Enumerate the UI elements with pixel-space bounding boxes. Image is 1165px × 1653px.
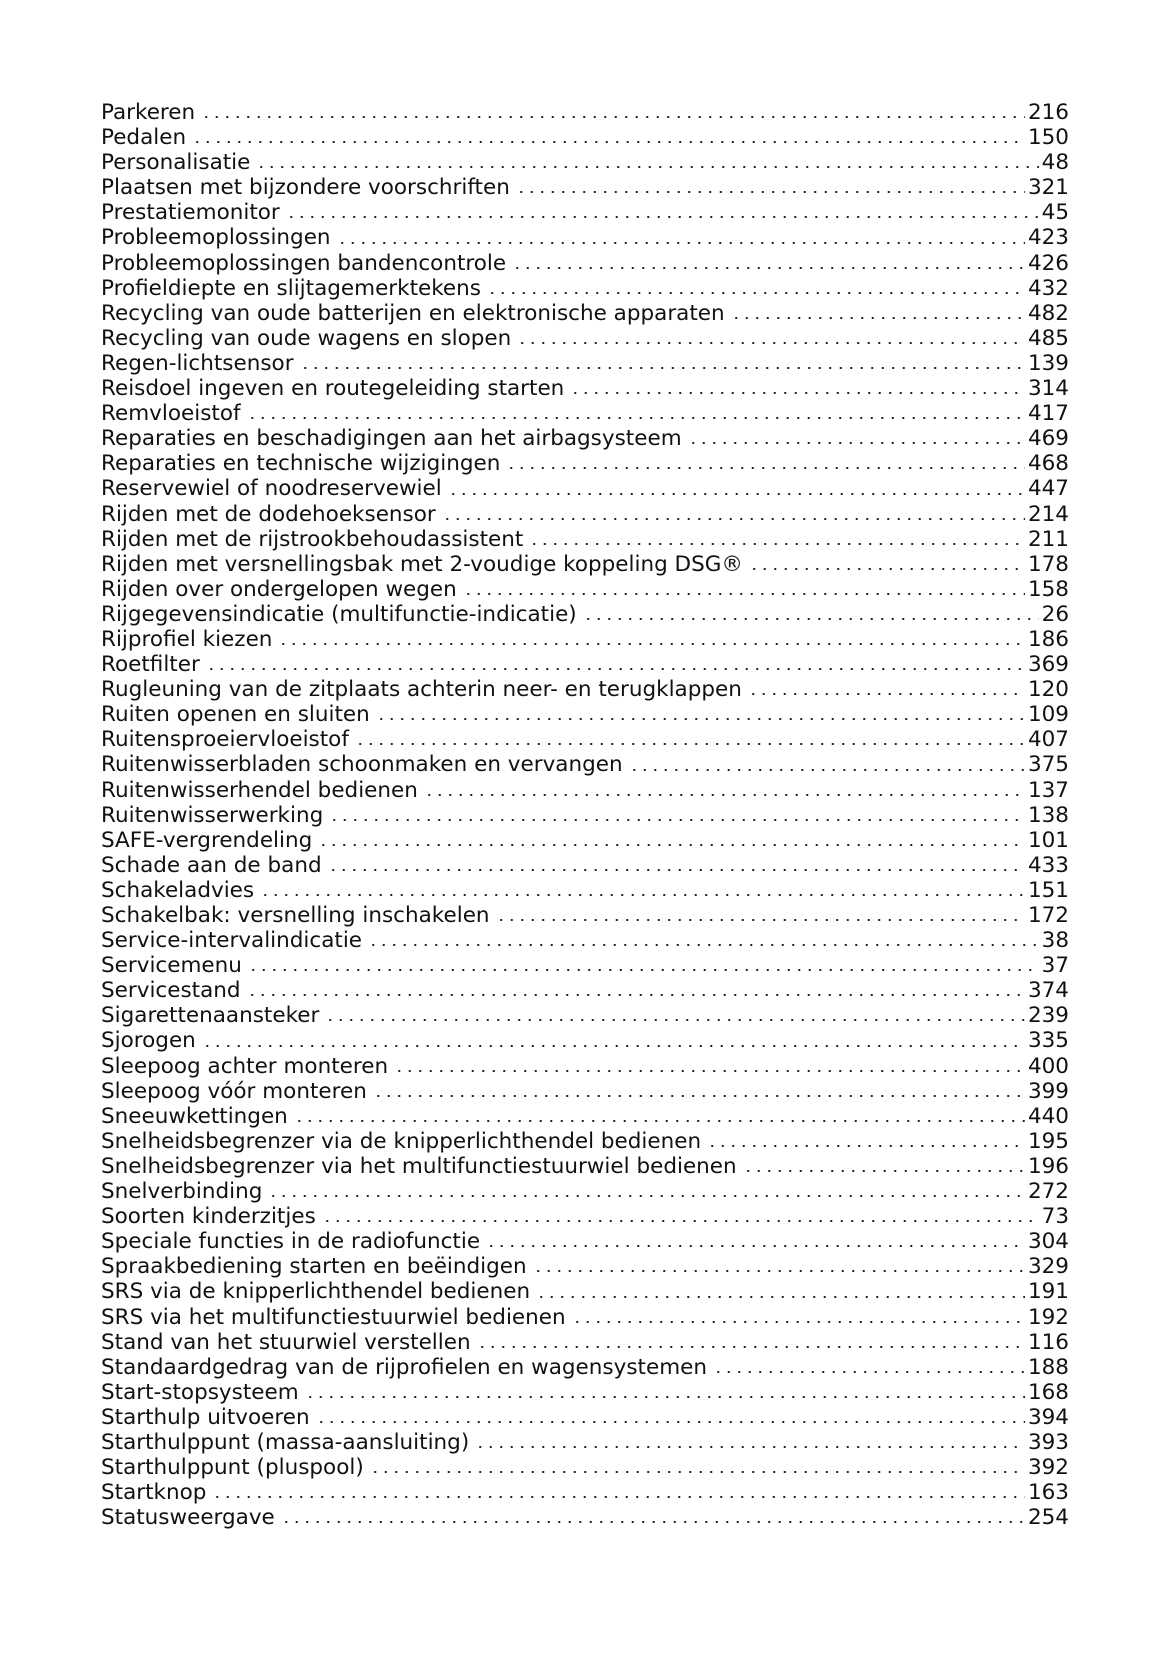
- index-entry: [101, 1079, 1069, 1104]
- dot-leader: [629, 769, 1025, 771]
- dot-leader: [337, 242, 1025, 244]
- dot-leader: [707, 1145, 1025, 1147]
- index-term: Rijden over ondergelopen wegen: [101, 576, 457, 602]
- index-entry: [101, 652, 1069, 677]
- index-term: Schade aan de band: [101, 852, 322, 878]
- dot-leader: [368, 944, 1039, 946]
- index-term: Probleemoplossingen bandencontrole: [101, 250, 507, 276]
- index-page-number: 394: [1027, 1404, 1069, 1430]
- index-term: Rugleuning van de zitplaats achterin neer- en terugklappen: [101, 677, 742, 703]
- index-page-number: 120: [1027, 677, 1069, 703]
- index-entry: [101, 778, 1069, 803]
- index-term: Soorten kinderzitjes: [101, 1204, 316, 1230]
- index-term: Servicestand: [101, 978, 241, 1004]
- index-term: Startknop: [101, 1480, 207, 1506]
- index-page-number: 188: [1027, 1354, 1069, 1380]
- index-term: Schakeladvies: [101, 877, 255, 903]
- index-entry: [101, 502, 1069, 527]
- index-page-number: 440: [1027, 1103, 1069, 1129]
- index-page-number: 45: [1041, 200, 1069, 226]
- dot-leader: [463, 593, 1025, 595]
- index-term: Rijden met versnellingsbak met 2-voudige koppeling DSG®: [101, 551, 743, 577]
- index-term: SRS via het multifunctiestuurwiel bedienen: [101, 1304, 566, 1330]
- dot-leader: [256, 166, 1038, 168]
- index-term: Rijprofiel kiezen: [101, 626, 273, 652]
- index-term: Starthulppunt (pluspool): [101, 1455, 364, 1481]
- index-page-number: 26: [1041, 601, 1069, 627]
- index-page-number: 375: [1027, 752, 1069, 778]
- index-page-number: 196: [1027, 1153, 1069, 1179]
- index-page-number: 139: [1027, 350, 1069, 376]
- index-term: Schakelbak: versnelling inschakelen: [101, 903, 490, 928]
- index-page-number: 374: [1027, 978, 1069, 1004]
- dot-leader: [424, 794, 1025, 796]
- index-term: Stand van het stuurwiel verstellen: [101, 1329, 471, 1355]
- index-page-number: 172: [1027, 903, 1069, 928]
- index-entry: [101, 602, 1069, 627]
- index-entry: [101, 552, 1069, 577]
- index-entry: [101, 702, 1069, 727]
- dot-leader: [328, 869, 1025, 871]
- index-page-number: 48: [1041, 150, 1069, 176]
- index-page-number: 186: [1027, 626, 1069, 652]
- dot-leader: [749, 568, 1025, 570]
- dot-leader: [394, 1070, 1025, 1072]
- index-entry: [101, 125, 1069, 150]
- index-page-number: 254: [1027, 1505, 1069, 1531]
- index-entry: [101, 1505, 1069, 1530]
- index-list: [101, 100, 1069, 1530]
- index-page-number: 214: [1027, 501, 1069, 527]
- dot-leader: [206, 668, 1025, 670]
- index-page-number: 211: [1027, 526, 1069, 552]
- index-entry: [101, 978, 1069, 1003]
- dot-leader: [192, 141, 1025, 143]
- dot-leader: [572, 1321, 1025, 1323]
- index-page-number: 335: [1027, 1028, 1069, 1054]
- index-page-number: 101: [1027, 827, 1069, 853]
- index-term: Reservewiel of noodreservewiel: [101, 476, 442, 502]
- dot-leader: [743, 1170, 1025, 1172]
- index-term: Snelverbinding: [101, 1179, 263, 1205]
- dot-leader: [512, 267, 1025, 269]
- index-page-number: 109: [1027, 702, 1069, 728]
- index-page-number: 407: [1027, 727, 1069, 753]
- dot-leader: [583, 618, 1039, 620]
- dot-leader: [373, 1095, 1025, 1097]
- index-term: Ruiten openen en sluiten: [101, 702, 370, 728]
- index-entry: [101, 1330, 1069, 1355]
- dot-leader: [202, 1045, 1025, 1047]
- index-term: Sjorogen: [101, 1028, 196, 1054]
- dot-leader: [260, 894, 1025, 896]
- index-term: Remvloeistof: [101, 401, 241, 427]
- index-entry: [101, 426, 1069, 451]
- dot-leader: [536, 1296, 1025, 1298]
- index-entry: [101, 752, 1069, 777]
- index-entry: [101, 326, 1069, 351]
- index-term: Sneeuwkettingen: [101, 1103, 288, 1129]
- dot-leader: [442, 518, 1025, 520]
- index-page-number: 150: [1027, 125, 1069, 151]
- index-page-number: 73: [1041, 1204, 1069, 1230]
- index-entry: [101, 577, 1069, 602]
- index-entry: [101, 401, 1069, 426]
- dot-leader: [329, 819, 1025, 821]
- index-page-number: 158: [1027, 576, 1069, 602]
- index-term: Reparaties en beschadigingen aan het airbagsysteem: [101, 426, 682, 452]
- index-page-number: 469: [1027, 426, 1069, 452]
- index-page-number: 37: [1041, 953, 1069, 979]
- index-entry: [101, 376, 1069, 401]
- index-page-number: 314: [1027, 376, 1069, 402]
- index-term: Prestatiemonitor: [101, 200, 280, 226]
- dot-leader: [212, 1496, 1025, 1498]
- dot-leader: [370, 1471, 1025, 1473]
- index-entry: [101, 828, 1069, 853]
- index-term: Personalisatie: [101, 150, 251, 176]
- dot-leader: [247, 994, 1025, 996]
- dot-leader: [316, 1421, 1025, 1423]
- index-page-number: 485: [1027, 325, 1069, 351]
- index-page-number: 468: [1027, 451, 1069, 477]
- index-term: SRS via de knipperlichthendel bedienen: [101, 1279, 531, 1305]
- dot-leader: [477, 1346, 1025, 1348]
- index-page-number: 433: [1027, 852, 1069, 878]
- dot-leader: [325, 1019, 1025, 1021]
- index-term: Rijgegevensindicatie (multifunctie-indicatie): [101, 601, 577, 627]
- index-entry: [101, 150, 1069, 175]
- index-entry: [101, 853, 1069, 878]
- index-term: Profieldiepte en slijtagemerktekens: [101, 275, 481, 301]
- index-entry: [101, 928, 1069, 953]
- index-page-number: 151: [1027, 877, 1069, 903]
- index-term: Ruitenwisserbladen schoonmaken en vervangen: [101, 752, 623, 778]
- index-entry: [101, 175, 1069, 200]
- index-entry: [101, 301, 1069, 326]
- index-term: SAFE-vergrendeling: [101, 827, 313, 853]
- index-term: Start-stopsysteem: [101, 1379, 299, 1405]
- index-term: Rijden met de dodehoeksensor: [101, 501, 436, 527]
- index-page-number: 392: [1027, 1455, 1069, 1481]
- dot-leader: [570, 392, 1025, 394]
- index-entry: [101, 1279, 1069, 1304]
- index-term: Servicemenu: [101, 953, 242, 979]
- index-page-number: 304: [1027, 1229, 1069, 1255]
- index-page-number: 447: [1027, 476, 1069, 502]
- dot-leader: [731, 317, 1025, 319]
- index-entry: [101, 1355, 1069, 1380]
- dot-leader: [268, 1195, 1025, 1197]
- dot-leader: [533, 1270, 1025, 1272]
- index-entry: [101, 351, 1069, 376]
- index-page-number: 178: [1027, 551, 1069, 577]
- dot-leader: [475, 1446, 1025, 1448]
- dot-leader: [487, 292, 1025, 294]
- index-entry: [101, 1003, 1069, 1028]
- dot-leader: [278, 643, 1025, 645]
- dot-leader: [355, 743, 1025, 745]
- index-entry: [101, 903, 1069, 928]
- index-page-number: 38: [1041, 928, 1069, 954]
- index-entry: [101, 1430, 1069, 1455]
- dot-leader: [247, 417, 1025, 419]
- index-page-number: 191: [1027, 1279, 1069, 1305]
- dot-leader: [201, 116, 1025, 118]
- index-page-number: 423: [1027, 225, 1069, 251]
- index-entry: [101, 878, 1069, 903]
- index-page-number: 321: [1027, 175, 1069, 201]
- index-term: Speciale functies in de radiofunctie: [101, 1229, 481, 1255]
- index-term: Standaardgedrag van de rijprofielen en wagensystemen: [101, 1354, 707, 1380]
- index-term: Regen-lichtsensor: [101, 350, 294, 376]
- index-page-number: 138: [1027, 802, 1069, 828]
- index-term: Pedalen: [101, 125, 187, 151]
- index-term: Sleepoog vóór monteren: [101, 1078, 367, 1104]
- index-page-number: 239: [1027, 1003, 1069, 1029]
- index-entry: [101, 953, 1069, 978]
- index-page-number: 426: [1027, 250, 1069, 276]
- index-page-number: 272: [1027, 1179, 1069, 1205]
- index-page-number: 216: [1027, 100, 1069, 125]
- index-entry: [101, 1380, 1069, 1405]
- index-entry: [101, 251, 1069, 276]
- index-entry: [101, 1254, 1069, 1279]
- index-page-number: 195: [1027, 1128, 1069, 1154]
- index-entry: [101, 1229, 1069, 1254]
- index-page-number: 393: [1027, 1429, 1069, 1455]
- index-entry: [101, 451, 1069, 476]
- index-entry: [101, 627, 1069, 652]
- dot-leader: [688, 442, 1025, 444]
- dot-leader: [318, 844, 1025, 846]
- index-entry: [101, 1154, 1069, 1179]
- index-entry: [101, 476, 1069, 501]
- dot-leader: [506, 467, 1025, 469]
- index-entry: [101, 1405, 1069, 1430]
- dot-leader: [517, 342, 1025, 344]
- dot-leader: [713, 1371, 1025, 1373]
- index-term: Roetfilter: [101, 652, 200, 678]
- index-term: Rijden met de rijstrookbehoudassistent: [101, 526, 524, 552]
- index-entry: [101, 200, 1069, 225]
- index-term: Reparaties en technische wijzigingen: [101, 451, 501, 477]
- dot-leader: [376, 718, 1025, 720]
- index-term: Starthulppunt (massa-aansluiting): [101, 1429, 470, 1455]
- index-entry: [101, 1480, 1069, 1505]
- dot-leader: [496, 919, 1025, 921]
- index-term: Spraakbediening starten en beëindigen: [101, 1254, 527, 1280]
- index-entry: [101, 727, 1069, 752]
- index-entry: [101, 1455, 1069, 1480]
- index-term: Reisdoel ingeven en routegeleiding starten: [101, 376, 565, 402]
- index-term: Recycling van oude wagens en slopen: [101, 325, 512, 351]
- dot-leader: [248, 969, 1039, 971]
- dot-leader: [286, 216, 1039, 218]
- index-term: Ruitenwisserwerking: [101, 802, 324, 828]
- index-term: Plaatsen met bijzondere voorschriften: [101, 175, 510, 201]
- index-term: Snelheidsbegrenzer via het multifunctiestuurwiel bedienen: [101, 1153, 737, 1179]
- dot-leader: [281, 1521, 1025, 1523]
- index-entry: [101, 225, 1069, 250]
- index-page-number: 400: [1027, 1053, 1069, 1079]
- index-term: Sleepoog achter monteren: [101, 1053, 389, 1079]
- index-entry: [101, 1179, 1069, 1204]
- index-entry: [101, 1305, 1069, 1330]
- index-entry: [101, 803, 1069, 828]
- dot-leader: [300, 367, 1025, 369]
- index-term: Service-intervalindicatie: [101, 928, 363, 954]
- index-term: Snelheidsbegrenzer via de knipperlichthendel bedienen: [101, 1128, 702, 1154]
- index-term: Sigarettenaansteker: [101, 1003, 320, 1029]
- dot-leader: [516, 191, 1025, 193]
- index-entry: [101, 1028, 1069, 1053]
- index-entry: [101, 100, 1069, 125]
- index-term: Recycling van oude batterijen en elektronische apparaten: [101, 300, 725, 326]
- index-page-number: 369: [1027, 652, 1069, 678]
- index-entry: [101, 1104, 1069, 1129]
- index-page-number: 116: [1027, 1329, 1069, 1355]
- index-entry: [101, 1204, 1069, 1229]
- index-term: Ruitenwisserhendel bedienen: [101, 777, 418, 803]
- dot-leader: [294, 1120, 1025, 1122]
- dot-leader: [748, 693, 1025, 695]
- index-page-number: 168: [1027, 1379, 1069, 1405]
- index-entry: [101, 276, 1069, 301]
- dot-leader: [305, 1396, 1025, 1398]
- dot-leader: [448, 493, 1025, 495]
- index-term: Starthulp uitvoeren: [101, 1404, 310, 1430]
- dot-leader: [529, 543, 1025, 545]
- dot-leader: [486, 1245, 1025, 1247]
- index-page-number: 137: [1027, 777, 1069, 803]
- index-term: Parkeren: [101, 100, 196, 125]
- index-entry: [101, 1129, 1069, 1154]
- index-term: Probleemoplossingen: [101, 225, 331, 251]
- index-page-number: 399: [1027, 1078, 1069, 1104]
- index-page-number: 163: [1027, 1480, 1069, 1506]
- index-page-number: 482: [1027, 300, 1069, 326]
- index-page-number: 329: [1027, 1254, 1069, 1280]
- index-entry: [101, 527, 1069, 552]
- index-entry: [101, 1054, 1069, 1079]
- index-page-number: 432: [1027, 275, 1069, 301]
- index-entry: [101, 677, 1069, 702]
- dot-leader: [322, 1220, 1039, 1222]
- index-page-number: 417: [1027, 401, 1069, 427]
- index-term: Ruitensproeiervloeistof: [101, 727, 349, 753]
- index-term: Statusweergave: [101, 1505, 275, 1531]
- index-page-number: 192: [1027, 1304, 1069, 1330]
